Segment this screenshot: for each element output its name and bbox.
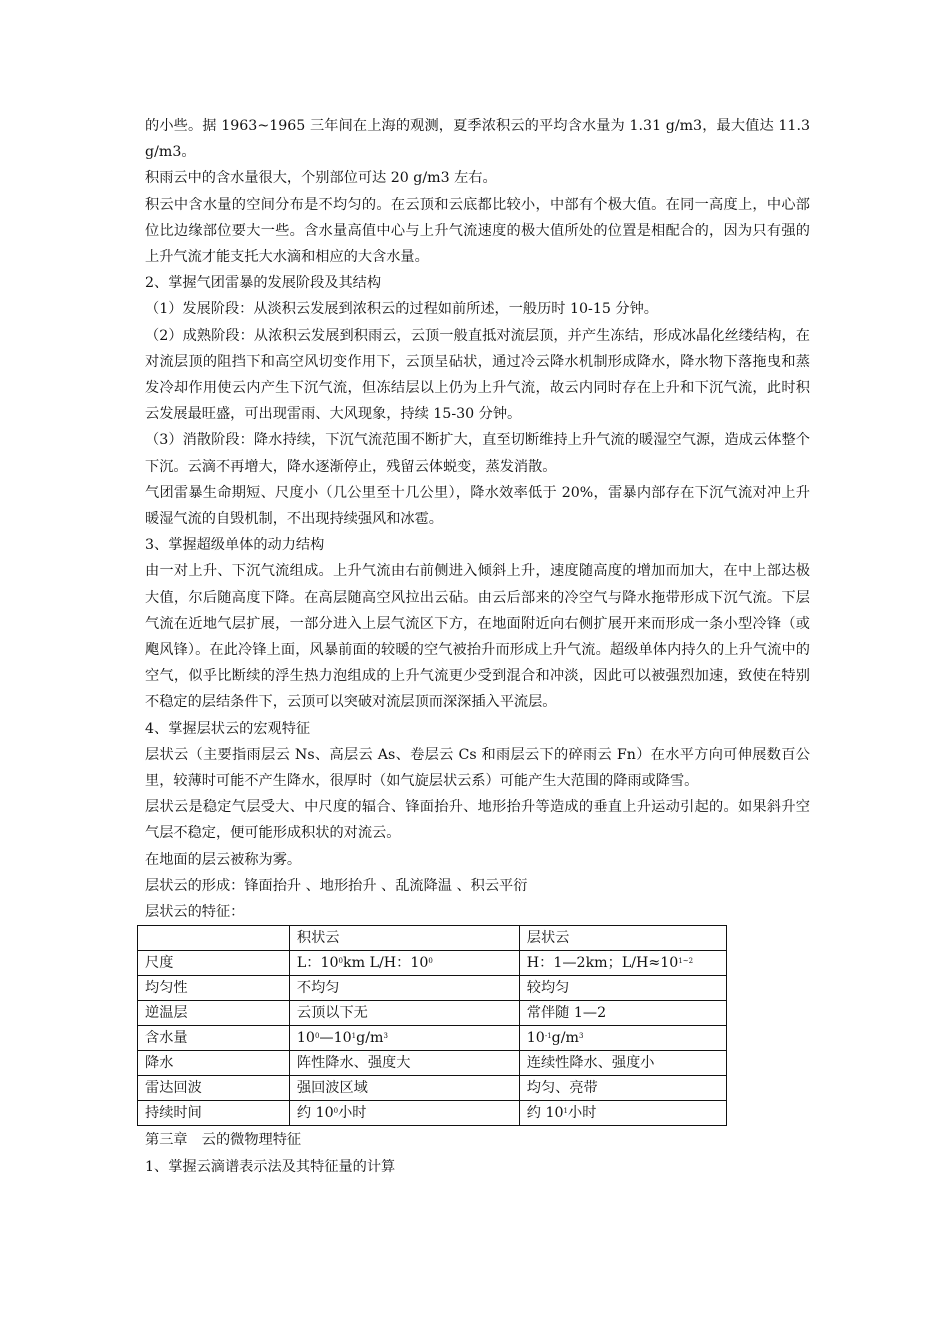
row-label: 尺度 [138,951,290,976]
table-cell: 不均匀 [289,976,519,1001]
table-cell: H：1—2km；$L/H\approx 10^{1\sim 2}$ [519,951,726,976]
table-row [138,1101,727,1126]
paragraph: 气团雷暴生命期短、尺度小（几公里至十几公里），降水效率低于 20%，雷暴内部存在下沉气流对冲上升暖湿气流的自毁机制，不出现持续强风和冰雹。 [145,484,810,528]
paragraph: 积云中含水量的空间分布是不均匀的。在云顶和云底都比较小，中部有个极大值。在同一高度上，中心部位比边缘部位要大一些。含水量高值中心与上升气流速度的极大值所处的位置是相配合的，因为只有强的上升气流才能支托大水滴和相应的大含水量。 [145,196,810,266]
table-row [138,1026,727,1051]
body-after-table [145,1127,810,1179]
table-cell: $10^0—10^1g/m^3$ [289,1026,519,1051]
paragraph: （2）成熟阶段：从浓积云发展到积雨云，云顶一般直抵对流层顶，并产生冻结，形成冰晶化丝缕结构，在对流层顶的阻挡下和高空风切变作用下，云顶呈砧状，通过冷云降水机制形成降水，降水物下落拖曳和蒸发冷却作用使云内产生下沉气流，但冻结层以上仍为上升气流，故云内同时存在上升和下沉气流，此时积云发展最旺盛，可出现雷雨、大风现象，持续 15-30 分钟。 [145,327,810,423]
table-cell: 常伴随 1—2 [519,1001,726,1026]
table-cell: L：$10^0km$ L/H：$10^0$ [289,951,519,976]
section-heading: 2、掌握气团雷暴的发展阶段及其结构 [145,275,382,292]
table-cell: 较均匀 [519,976,726,1001]
paragraph: 积雨云中的含水量很大，个别部位可达 20 g/m3 左右。 [145,170,497,187]
cloud-comparison-table [137,925,727,1126]
table-cell: 强回波区域 [289,1076,519,1101]
document-page [145,113,810,1180]
paragraph: （3）消散阶段：降水持续，下沉气流范围不断扩大，直至切断维持上升气流的暖湿空气源，造成云体整个下沉。云滴不再增大，降水逐渐停止，残留云体蜕变，蒸发消散。 [145,432,810,475]
paragraph: 在地面的层云被称为雾。 [145,851,302,868]
table-header-cell: 层状云 [519,926,726,951]
table-cell: 阵性降水、强度大 [289,1051,519,1076]
table-cell: 均匀、亮带 [519,1076,726,1101]
paragraph: 层状云是稳定气层受大、中尺度的辐合、锋面抬升、地形抬升等造成的垂直上升运动引起的。如果斜升空气层不稳定，便可能形成积状的对流云。 [145,799,810,842]
table-header-cell: 积状云 [289,926,519,951]
table-row [138,1001,727,1026]
table-header-cell [138,926,290,951]
paragraph: 层状云的形成：锋面抬升 、地形抬升 、乱流降温 、积云平衍 [145,877,528,894]
paragraph: （1）发展阶段：从淡积云发展到浓积云的过程如前所述，一般历时 10-15 分钟。 [145,301,658,318]
section-heading: 4、掌握层状云的宏观特征 [145,720,311,737]
paragraph: 由一对上升、下沉气流组成。上升气流由右前侧进入倾斜上升，速度随高度的增加而加大，在中上部达极大值，尔后随高度下降。在高层随高空风拉出云砧。由云后部来的冷空气与降水拖带形成下沉气流。下层气流在近地气层扩展，一部分进入上层气流区下方，在地面附近向右侧扩展开来而形成一条小型冷锋（或飑风锋）。在此冷锋上面，风暴前面的较暖的空气被抬升而形成上升气流。超级单体内持久的上升气流中的空气，似乎比断续的浮生热力泡组成的上升气流更少受到混合和冲淡，因此可以被强烈加速，致使在特别不稳定的层结条件下，云顶可以突破对流层顶而深深插入平流层。 [145,563,810,711]
paragraph: 层状云的特征： [145,904,245,921]
table-row [138,951,727,976]
row-label: 持续时间 [138,1101,290,1126]
section-heading: 1、掌握云滴谱表示法及其特征量的计算 [145,1158,396,1175]
table-row [138,1051,727,1076]
table-header-row [138,926,727,951]
table-row [138,1076,727,1101]
section-heading: 3、掌握超级单体的动力结构 [145,537,325,554]
table-cell: 云顶以下无 [289,1001,519,1026]
row-label: 含水量 [138,1026,290,1051]
row-label: 降水 [138,1051,290,1076]
table-cell: 约 $10^1$小时 [519,1101,726,1126]
row-label: 逆温层 [138,1001,290,1026]
table-row [138,976,727,1001]
row-label: 均匀性 [138,976,290,1001]
paragraph: 层状云（主要指雨层云 Ns、高层云 As、卷层云 Cs 和雨层云下的碎雨云 Fn）在水平方向可伸展数百公里，较薄时可能不产生降水，很厚时（如气旋层状云系）可能产生大范围的降雨或降雪。 [145,746,810,790]
row-label: 雷达回波 [138,1076,290,1101]
chapter-heading: 第三章 云的微物理特征 [145,1132,302,1149]
table-cell: 连续性降水、强度小 [519,1051,726,1076]
table-cell: $10^{-1}g/m^3$ [519,1026,726,1051]
table-cell: 约 $10^0$小时 [289,1101,519,1126]
body-before-table [145,113,810,925]
paragraph: 的小些。据 1963~1965 三年间在上海的观测，夏季浓积云的平均含水量为 1.31 g/m3，最大值达 11.3 g/m3。 [145,118,810,161]
